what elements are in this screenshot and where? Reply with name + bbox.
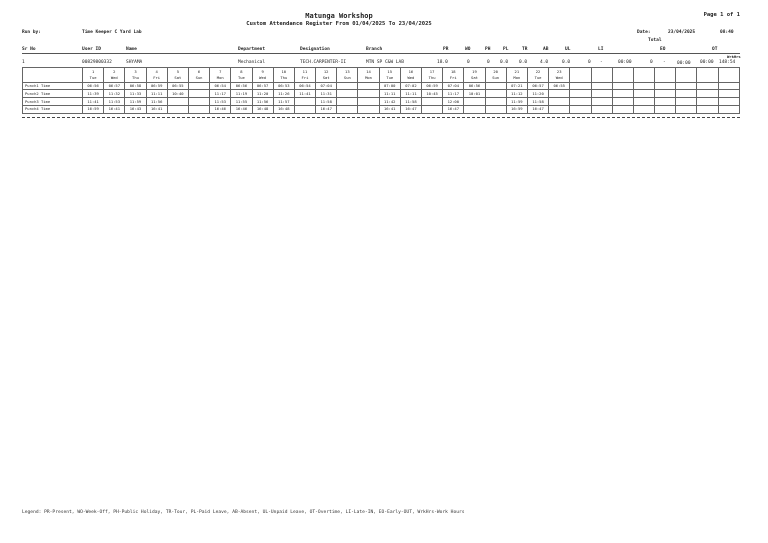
punch-time-cell <box>337 105 358 113</box>
punch-row <box>23 82 740 90</box>
weekday <box>655 75 676 82</box>
day-number <box>591 68 612 75</box>
day-number <box>612 68 633 75</box>
punch-time-cell: 16:59 <box>506 105 527 113</box>
punch-time-cell <box>358 105 379 113</box>
punch-time-cell: 06:58 <box>125 82 146 90</box>
weekday: Tue <box>231 75 252 82</box>
day-number: 18 <box>443 68 464 75</box>
li-underline <box>583 53 623 54</box>
punch-time-cell: 16:47 <box>527 105 548 113</box>
emp-li-dash: - <box>600 60 603 65</box>
time-value: 08:40 <box>720 30 734 35</box>
weekday: Tue <box>83 75 104 82</box>
day-number <box>718 68 739 75</box>
punch-time-cell <box>591 98 612 106</box>
day-number <box>570 68 591 75</box>
punch-time-cell <box>485 105 506 113</box>
punch-time-cell <box>485 82 506 90</box>
punch-time-cell <box>633 98 654 106</box>
punch-time-cell <box>188 90 209 98</box>
day-number: 16 <box>400 68 421 75</box>
punch-time-cell <box>718 90 739 98</box>
ot-underline <box>700 53 740 54</box>
punch-time-cell <box>570 105 591 113</box>
punch-time-cell: 11:55 <box>231 98 252 106</box>
punch-time-cell <box>549 90 570 98</box>
day-number: 13 <box>337 68 358 75</box>
col-pl: PL <box>503 47 509 52</box>
page-number: Page 1 of 1 <box>703 12 740 18</box>
weekday: Mon <box>506 75 527 82</box>
weekday <box>633 75 654 82</box>
weekday <box>570 75 591 82</box>
punch-time-cell <box>655 82 676 90</box>
emp-pl: 0.0 <box>500 60 509 65</box>
day-number: 20 <box>485 68 506 75</box>
weekday: Wed <box>400 75 421 82</box>
day-number: 3 <box>125 68 146 75</box>
punch-time-cell: 16:41 <box>146 105 167 113</box>
punch-time-cell: 11:39 <box>83 90 104 98</box>
day-number: 4 <box>146 68 167 75</box>
punch-time-cell <box>337 82 358 90</box>
punch-time-cell: 16:48 <box>252 105 273 113</box>
emp-ul: 0.0 <box>562 60 571 65</box>
punch-time-cell: 11:56 <box>146 98 167 106</box>
day-number: 23 <box>549 68 570 75</box>
weekday: Thu <box>273 75 294 82</box>
punch-time-cell <box>697 98 718 106</box>
col-ot: OT <box>712 47 718 52</box>
punch-time-cell <box>655 90 676 98</box>
grid-corner-2 <box>23 75 83 82</box>
punch-time-cell: 10:01 <box>464 90 485 98</box>
punch-time-cell: 06:57 <box>252 82 273 90</box>
emp-user-id: 00829800332 <box>82 60 112 65</box>
punch-time-cell <box>188 98 209 106</box>
punch-time-cell <box>655 98 676 106</box>
run-by-value: Time Keeper C Yard Lab <box>82 30 142 35</box>
punch-time-cell: 16:47 <box>443 105 464 113</box>
punch-time-cell: 11:53 <box>210 98 231 106</box>
punch-time-cell <box>718 82 739 90</box>
grid-corner <box>23 68 83 75</box>
day-number <box>697 68 718 75</box>
weekday: Sun <box>485 75 506 82</box>
punch-time-cell: 11:42 <box>379 98 400 106</box>
punch-time-cell: 11:11 <box>379 90 400 98</box>
punch-time-cell <box>464 105 485 113</box>
punch-time-cell: 16:41 <box>104 105 125 113</box>
punch-time-cell: 07:04 <box>443 82 464 90</box>
punch-time-cell: 10:45 <box>422 90 443 98</box>
punch-time-cell: 07:00 <box>379 82 400 90</box>
punch-time-cell <box>570 90 591 98</box>
punch-time-cell: 10:40 <box>167 90 188 98</box>
punch-time-cell <box>633 105 654 113</box>
emp-eo-dash: - <box>663 60 666 65</box>
col-sr: Sr No <box>22 47 36 52</box>
day-number-row <box>23 68 740 75</box>
punch-time-cell: 06:55 <box>167 82 188 90</box>
col-branch: Branch <box>366 47 383 52</box>
weekday <box>718 75 739 82</box>
day-number: 11 <box>294 68 315 75</box>
day-number: 22 <box>527 68 548 75</box>
punch-time-cell <box>676 82 697 90</box>
punch-time-cell <box>570 82 591 90</box>
punch-time-cell <box>358 90 379 98</box>
punch-time-cell: 11:26 <box>273 90 294 98</box>
punch-time-cell <box>655 105 676 113</box>
punch-time-cell: 06:56 <box>464 82 485 90</box>
punch-time-cell: 11:33 <box>125 90 146 98</box>
punch-time-cell: 11:59 <box>125 98 146 106</box>
punch-time-cell <box>422 105 443 113</box>
punch-time-cell <box>633 90 654 98</box>
punch-time-cell: 06:59 <box>422 82 443 90</box>
date-label: Date: <box>637 30 651 35</box>
report-title: Matunga Workshop <box>305 12 373 20</box>
day-number: 9 <box>252 68 273 75</box>
punch-time-cell: 06:54 <box>294 82 315 90</box>
weekday <box>591 75 612 82</box>
punch-time-cell <box>188 82 209 90</box>
day-number <box>655 68 676 75</box>
punch-time-cell <box>697 90 718 98</box>
punch-time-cell: 11:19 <box>231 90 252 98</box>
punch-row <box>23 105 740 113</box>
weekday: Fri <box>146 75 167 82</box>
punch-time-cell <box>612 90 633 98</box>
punch-time-cell: 07:04 <box>316 82 337 90</box>
emp-ot-time: 00:00 <box>700 60 714 65</box>
weekday: Sun <box>337 75 358 82</box>
punch-time-cell <box>485 90 506 98</box>
punch-time-cell <box>337 98 358 106</box>
punch-time-cell: 06:53 <box>273 82 294 90</box>
punch-time-cell <box>358 82 379 90</box>
emp-designation: TECH.CARPENTER-II <box>300 60 347 65</box>
day-number: 7 <box>210 68 231 75</box>
day-number: 6 <box>188 68 209 75</box>
punch-time-cell <box>422 98 443 106</box>
day-number <box>676 68 697 75</box>
weekday: Tue <box>379 75 400 82</box>
punch-time-cell <box>612 82 633 90</box>
col-wo: WO <box>465 47 471 52</box>
weekday: Sun <box>188 75 209 82</box>
punch-grid <box>22 67 740 114</box>
emp-ab: 4.0 <box>540 60 549 65</box>
punch-row-label: Punch3 Time <box>23 98 83 106</box>
punch-time-cell: 11:11 <box>146 90 167 98</box>
punch-time-cell <box>612 98 633 106</box>
emp-branch: MTN SP C&W LAB <box>366 60 404 65</box>
col-name: Name <box>126 47 137 52</box>
punch-time-cell: 06:59 <box>146 82 167 90</box>
punch-time-cell <box>676 105 697 113</box>
emp-eo-count: 0 <box>650 60 653 65</box>
total-label: Total <box>648 38 662 43</box>
punch-time-cell <box>337 90 358 98</box>
weekday: Wed <box>104 75 125 82</box>
eo-underline <box>643 53 683 54</box>
punch-time-cell: 11:20 <box>252 90 273 98</box>
punch-time-cell <box>167 105 188 113</box>
record-separator <box>22 117 740 118</box>
weekday: Mon <box>210 75 231 82</box>
punch-time-cell: 12:00 <box>443 98 464 106</box>
punch-row-label: Punch1 Time <box>23 82 83 90</box>
weekday: Mon <box>358 75 379 82</box>
emp-ph: 0 <box>487 60 490 65</box>
punch-time-cell <box>358 98 379 106</box>
punch-time-cell <box>485 98 506 106</box>
weekday: Fri <box>294 75 315 82</box>
emp-tr: 0.0 <box>519 60 528 65</box>
emp-sr: 1 <box>22 60 25 65</box>
col-ul: UL <box>565 47 571 52</box>
header-divider <box>22 53 740 54</box>
punch-time-cell: 16:46 <box>210 105 231 113</box>
punch-time-cell: 11:58 <box>527 98 548 106</box>
punch-time-cell <box>633 82 654 90</box>
punch-time-cell: 11:17 <box>210 90 231 98</box>
punch-time-cell <box>591 105 612 113</box>
punch-time-cell: 11:32 <box>104 90 125 98</box>
day-number: 5 <box>167 68 188 75</box>
punch-time-cell <box>549 98 570 106</box>
punch-time-cell: 06:56 <box>83 82 104 90</box>
col-user-id: User ID <box>82 47 101 52</box>
punch-time-cell <box>570 98 591 106</box>
punch-time-cell: 16:43 <box>125 105 146 113</box>
legend: Legend: PR-Present, WO-Week-Off, PH-Public Holiday, TR-Tour, PL-Paid Leave, AB-Absent, UL-Unpaid Leave, OT-Overtime, LI-Late-IN, EO-Early-OUT, WrkHrs-Work Hours <box>22 510 465 515</box>
weekday: Sat <box>167 75 188 82</box>
punch-row <box>23 98 740 106</box>
punch-time-cell <box>591 90 612 98</box>
punch-time-cell: 16:46 <box>231 105 252 113</box>
punch-time-cell: 06:55 <box>549 82 570 90</box>
day-number <box>633 68 654 75</box>
day-number: 8 <box>231 68 252 75</box>
weekday <box>697 75 718 82</box>
weekday: Fri <box>443 75 464 82</box>
punch-time-cell: 16:41 <box>379 105 400 113</box>
punch-time-cell <box>676 98 697 106</box>
emp-pr: 18.0 <box>437 60 448 65</box>
col-ph: PH <box>485 47 491 52</box>
punch-time-cell: 11:41 <box>294 90 315 98</box>
punch-time-cell: 16:59 <box>83 105 104 113</box>
weekday: Thu <box>125 75 146 82</box>
punch-time-cell <box>591 82 612 90</box>
run-by-label: Run by: <box>22 30 41 35</box>
punch-time-cell: 11:57 <box>273 98 294 106</box>
punch-time-cell: 11:59 <box>506 98 527 106</box>
punch-time-cell: 06:54 <box>210 82 231 90</box>
punch-time-cell: 06:56 <box>231 82 252 90</box>
punch-time-cell: 07:21 <box>506 82 527 90</box>
punch-time-cell: 11:11 <box>400 90 421 98</box>
punch-time-cell: 16:47 <box>316 105 337 113</box>
day-number: 1 <box>83 68 104 75</box>
col-designation: Designation <box>300 47 330 52</box>
punch-time-cell: 11:58 <box>316 98 337 106</box>
punch-time-cell: 11:56 <box>252 98 273 106</box>
col-department: Department <box>238 47 266 52</box>
day-number: 15 <box>379 68 400 75</box>
col-tr: TR <box>522 47 528 52</box>
weekday: Sat <box>316 75 337 82</box>
weekday: Tue <box>527 75 548 82</box>
col-eo: EO <box>660 47 666 52</box>
punch-time-cell: 07:02 <box>400 82 421 90</box>
punch-time-cell: 11:31 <box>316 90 337 98</box>
day-number: 14 <box>358 68 379 75</box>
punch-time-cell: 11:12 <box>506 90 527 98</box>
punch-time-cell <box>167 98 188 106</box>
punch-time-cell: 11:41 <box>83 98 104 106</box>
punch-row <box>23 90 740 98</box>
col-workhrs: WrkHrs <box>727 54 741 59</box>
punch-time-cell <box>697 105 718 113</box>
punch-time-cell <box>294 98 315 106</box>
punch-time-cell <box>188 105 209 113</box>
weekday-row <box>23 75 740 82</box>
weekday: Wed <box>252 75 273 82</box>
weekday: Sat <box>464 75 485 82</box>
punch-time-cell <box>697 82 718 90</box>
punch-row-label: Punch4 Time <box>23 105 83 113</box>
punch-time-cell: 11:58 <box>400 98 421 106</box>
emp-workhrs: 148:54 <box>719 60 736 65</box>
weekday: Thu <box>422 75 443 82</box>
day-number: 17 <box>422 68 443 75</box>
report-subtitle: Custom Attendance Register From 01/04/2025 To 23/04/2025 <box>246 21 432 27</box>
col-pr: PR <box>443 47 449 52</box>
day-number: 2 <box>104 68 125 75</box>
punch-time-cell: 16:48 <box>273 105 294 113</box>
punch-time-cell <box>549 105 570 113</box>
weekday: Wed <box>549 75 570 82</box>
emp-name: SHYAMA <box>126 60 143 65</box>
day-number: 21 <box>506 68 527 75</box>
date-value: 23/04/2025 <box>668 30 696 35</box>
punch-time-cell: 11:20 <box>527 90 548 98</box>
punch-time-cell <box>294 105 315 113</box>
emp-li-count: 0 <box>588 60 591 65</box>
day-number: 10 <box>273 68 294 75</box>
col-ab: AB <box>543 47 549 52</box>
punch-time-cell <box>676 90 697 98</box>
punch-time-cell: 06:57 <box>104 82 125 90</box>
emp-wo: 0 <box>467 60 470 65</box>
emp-li-time: 00:00 <box>618 60 632 65</box>
punch-time-cell <box>718 105 739 113</box>
punch-time-cell: 11:53 <box>104 98 125 106</box>
day-number: 12 <box>316 68 337 75</box>
punch-time-cell <box>464 98 485 106</box>
punch-time-cell <box>612 105 633 113</box>
weekday <box>612 75 633 82</box>
emp-department: Mechanical <box>238 60 266 65</box>
punch-time-cell: 11:17 <box>443 90 464 98</box>
col-li: LI <box>598 47 604 52</box>
emp-eo-time: 00:00 <box>677 61 691 66</box>
punch-time-cell: 06:57 <box>527 82 548 90</box>
punch-time-cell <box>718 98 739 106</box>
day-number: 19 <box>464 68 485 75</box>
weekday <box>676 75 697 82</box>
punch-time-cell: 16:47 <box>400 105 421 113</box>
punch-row-label: Punch2 Time <box>23 90 83 98</box>
